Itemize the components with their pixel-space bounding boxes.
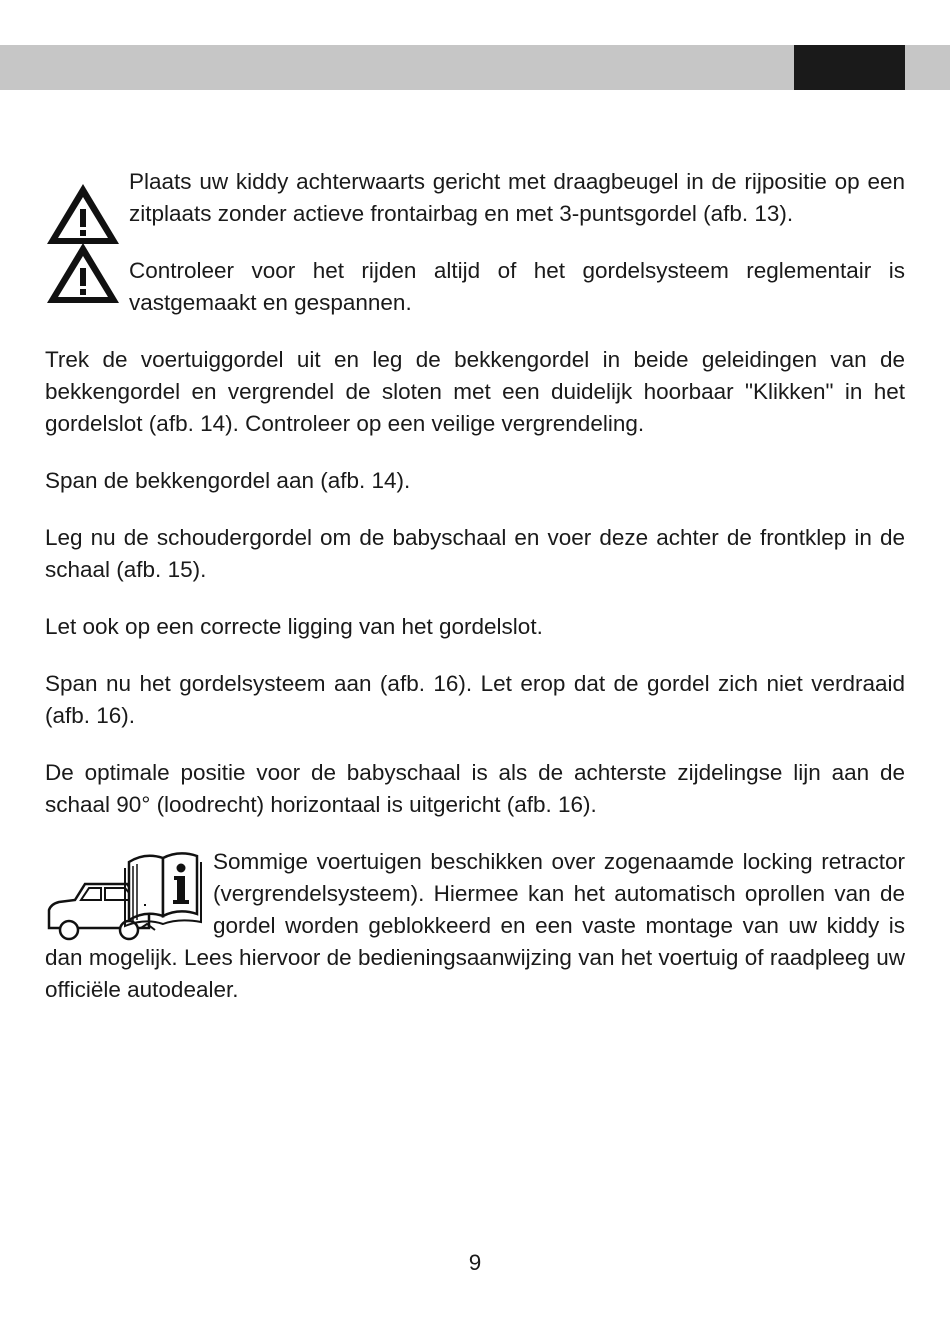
header-section-tab	[794, 45, 905, 90]
paragraph-belt-lap: Trek de voertuiggordel uit en leg de bekkengordel in beide geleidingen van de bekkengordel en vergrendel de sloten met een duidelijk hoorbaar "Klikken" in het gordelslot (afb. 14). Controleer op een veilige vergrendeling.	[45, 347, 905, 436]
page-content	[45, 166, 905, 1006]
warning-note-1	[45, 166, 905, 230]
paragraph-buckle-position: Let ook op een correcte ligging van het gordelslot.	[45, 614, 543, 639]
paragraph-shoulder-belt: Leg nu de schoudergordel om de babyschaal en voer deze achter de frontklep in de schaal (afb. 15).	[45, 525, 905, 582]
car-manual-info-icon	[45, 848, 207, 942]
warning-note-2	[45, 255, 905, 319]
paragraph-optimal-position: De optimale positie voor de babyschaal is als de achterste zijdelingse lijn aan de schaal 90° (loodrecht) horizontaal is uitgericht (afb. 16).	[45, 760, 905, 817]
warning-text-2: Controleer voor het rijden altijd of het gordelsysteem reglementair is vastgemaakt en gespannen.	[129, 258, 905, 315]
paragraph-tighten-system: Span nu het gordelsysteem aan (afb. 16). Let erop dat de gordel zich niet verdraaid (afb. 16).	[45, 671, 905, 728]
page-number: 9	[468, 1250, 482, 1275]
paragraph-tighten-lap: Span de bekkengordel aan (afb. 14).	[45, 468, 411, 493]
info-text: Sommige voertuigen beschikken over zogenaamde locking retractor (vergrendelsysteem). Hiermee kan het automatisch oprollen van de gordel worden geblokkeerd en een vaste montage van uw kiddy is dan mogelijk. Lees hiervoor de bedieningsaanwijzing van het voertuig of raadpleeg uw officiële autodealer.	[45, 849, 905, 1002]
warning-triangle-icon	[45, 182, 121, 246]
warning-triangle-icon	[45, 241, 121, 305]
warning-text-1: Plaats uw kiddy achterwaarts gericht met draagbeugel in de rijpositie op een zitplaats zonder actieve frontairbag en met 3-puntsgordel (afb. 13).	[129, 169, 905, 226]
info-note	[45, 846, 905, 1006]
